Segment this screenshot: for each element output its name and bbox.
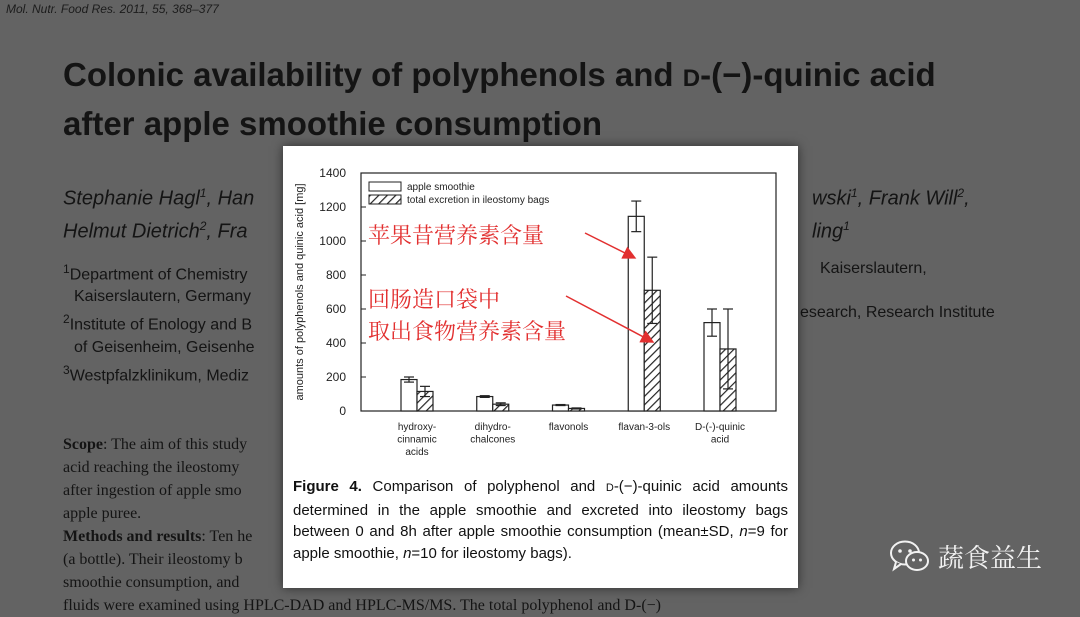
x-tick-label: dihydro- [474,422,511,433]
x-tick-label: chalcones [470,434,516,446]
annotation-arrow [585,233,635,258]
paper-title: Colonic availability of polyphenols and D-(−)-quinic acid after apple smoothie consumption [63,56,936,142]
x-tick-label: flavan-3-ols [618,422,671,433]
y-tick-label: 1000 [319,234,346,248]
y-tick-label: 400 [325,336,346,350]
bar-chart [283,146,798,476]
annotation-ileostomy-line2: 取出食物营养素含量 [368,319,567,344]
y-axis-label: amounts of polyphenols and quinic acid [mg] [294,183,306,401]
author-list: Stephanie Hagl$^1$, Han Helmut Dietrich$^2$, Fra [63,186,255,243]
y-tick-label: 1400 [319,166,346,180]
legend-label: total excretion in ileostomy bags [407,195,550,206]
abstract: Scope: The aim of this study acid reaching the ileostomy after ingestion of apple smo apple puree. Methods and results: Ten he (a bottle). Their ileostomy b smoothie consumption, and fluids were examined using HPLC-DAD and HPLC-MS/MS. The total polyphenol and D-(−) [63,436,661,614]
figure-caption: Figure 4. Comparison of polyphenol and D-(−)-quinic acid amounts determined in the apple smoothie and excreted into ileostomy bags between 0 and 8h after apple smoothie consumption (mean±SD, n=9 for apple smoothie, n=10 for ileostomy bags). [293,478,788,562]
y-tick-label: 800 [325,268,346,282]
x-tick-label: D-(-)-quinic [695,422,745,433]
bar-apple-smoothie [401,380,417,411]
x-tick-label: flavonols [548,422,589,433]
figure-popup [283,146,798,588]
watermark-label: 蔬食益生 [937,543,1042,573]
wechat-icon [890,540,930,574]
x-tick-label: cinnamic [397,434,437,446]
y-tick-label: 200 [325,370,346,384]
author-list-right: wski$^1$, Frank Will$^2$, ling$^1$ [812,186,970,243]
annotation-apple-smoothie: 苹果昔营养素含量 [368,223,545,248]
affiliations: $^1$Department of Chemistry Kaiserslautern, Germany $^2$Institute of Enology and B of Geisenheim, Geisenhe $^3$Westpfalzklinikum, Mediz [63,262,255,384]
y-tick-label: 600 [325,302,346,316]
x-tick-label: acid [710,434,730,446]
y-tick-label: 0 [339,404,346,418]
watermark [890,538,1042,575]
affiliations-right: Kaiserslautern, esearch, Research Institute [800,260,995,321]
legend-swatch [369,182,401,191]
legend-swatch [369,195,401,204]
annotation-ileostomy-line1: 回肠造口袋中 [368,287,501,312]
x-tick-label: acids [405,447,429,458]
y-tick-label: 1200 [319,200,346,214]
journal-citation: Mol. Nutr. Food Res. 2011, 55, 368–377 [6,2,219,16]
legend-label: apple smoothie [407,182,475,193]
x-tick-label: hydroxy- [397,422,437,433]
bar-apple-smoothie [477,397,493,411]
bar-apple-smoothie [628,216,644,411]
